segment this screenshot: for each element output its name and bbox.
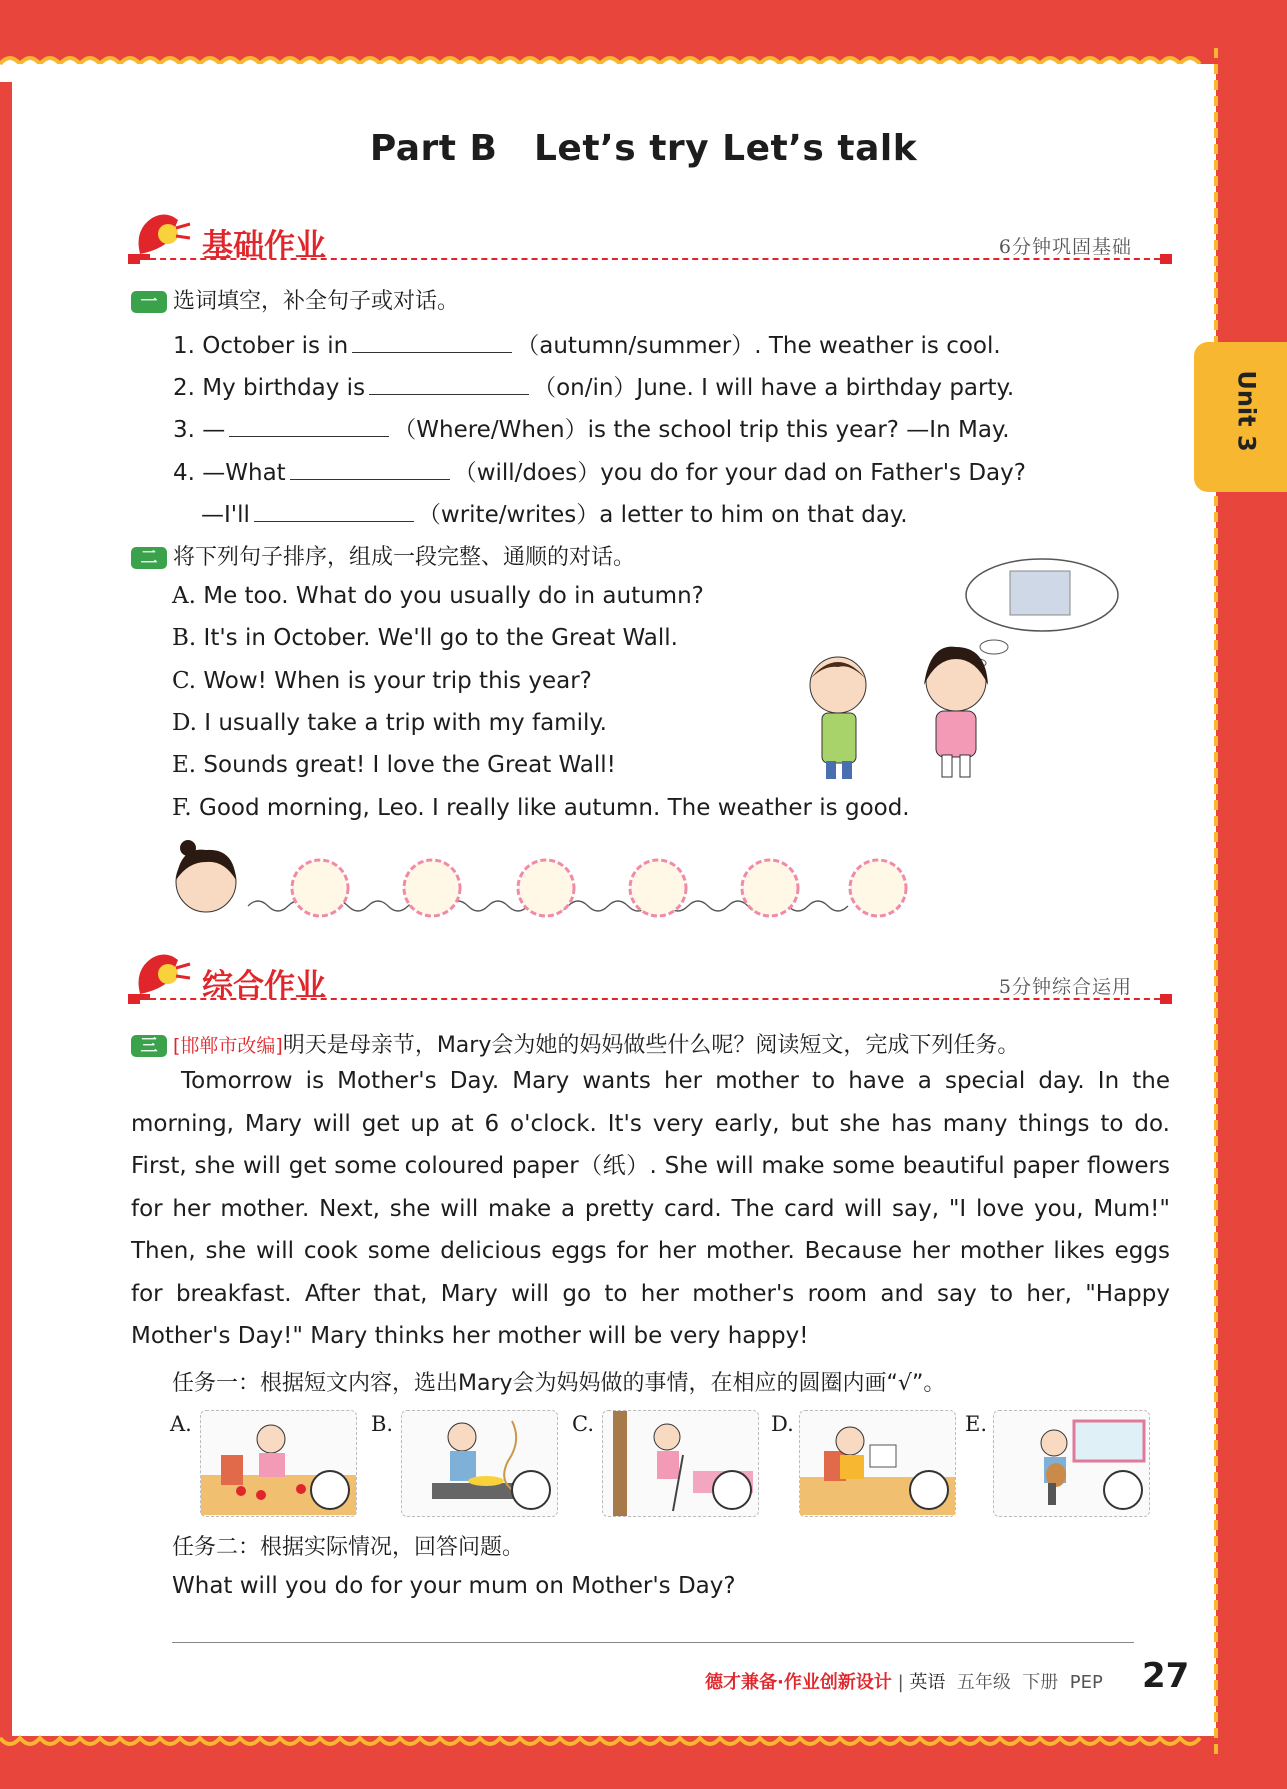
boy-figure	[810, 657, 866, 779]
choice-card-d[interactable]	[799, 1410, 956, 1517]
answer-bubble-3[interactable]	[518, 860, 574, 916]
q2-option-f	[172, 795, 910, 821]
option-letter: B.	[172, 625, 197, 651]
children-illustration	[800, 555, 1130, 785]
answer-blank[interactable]	[352, 332, 512, 353]
unit-tab	[1194, 342, 1287, 492]
answer-line[interactable]	[172, 1642, 1134, 1643]
answer-blank[interactable]	[369, 374, 529, 395]
question-2-title	[131, 540, 635, 571]
q2-option-b	[172, 625, 678, 651]
choice-letter: C.	[572, 1412, 594, 1436]
divider-end-right	[1160, 994, 1172, 1004]
choice-card-a[interactable]	[200, 1410, 357, 1517]
girl-figure	[924, 647, 988, 777]
choice-letter: D.	[771, 1412, 794, 1436]
section-divider	[130, 998, 1170, 1000]
option-letter: D.	[172, 710, 197, 736]
page-number: 27	[1142, 1656, 1190, 1696]
q1-item-4-reply	[201, 496, 908, 529]
q2-option-e	[172, 752, 616, 778]
q1-item-1	[173, 327, 1001, 360]
footer-volume: 下册	[1022, 1672, 1059, 1693]
question-3-title	[131, 1028, 1019, 1059]
q1-item-2	[173, 369, 1014, 402]
question-number-badge: 三	[131, 1035, 167, 1057]
q2-option-c	[172, 668, 592, 694]
option-text: It's in October. We'll go to the Great Wall.	[203, 625, 678, 651]
task-2-question: What will you do for your mum on Mother's Day?	[172, 1573, 736, 1599]
option-letter: A.	[172, 583, 196, 609]
footer-brand: 德才兼备·作业创新设计	[705, 1672, 892, 1693]
section-label: 综合作业	[202, 968, 326, 1004]
item-text: （will/does）you do for your dad on Father's Day?	[453, 460, 1026, 486]
decorative-border-right	[1202, 48, 1236, 1754]
option-text: Sounds great! I love the Great Wall!	[203, 752, 616, 778]
check-circle[interactable]	[712, 1470, 752, 1510]
item-text: （autumn/summer）. The weather is cool.	[516, 333, 1001, 359]
answer-bubble-6[interactable]	[850, 860, 906, 916]
option-text: Wow! When is your trip this year?	[203, 668, 592, 694]
answer-bubble-5[interactable]	[742, 860, 798, 916]
great-wall-picture	[1010, 571, 1070, 615]
option-text: Good morning, Leo. I really like autumn. The weather is good.	[199, 795, 910, 821]
q2-option-d	[172, 710, 607, 736]
check-circle[interactable]	[909, 1470, 949, 1510]
choice-letter: A.	[170, 1412, 192, 1436]
question-1-title	[131, 284, 459, 315]
item-text: 2. My birthday is	[173, 375, 366, 401]
footer-subject: 英语	[909, 1672, 946, 1693]
section-header-comprehensive	[130, 950, 1170, 1010]
answer-blank[interactable]	[254, 501, 414, 522]
section-divider	[130, 258, 1170, 260]
q2-option-a	[172, 583, 704, 609]
question-instruction: 明天是母亲节，Mary会为她的妈妈做些什么呢？阅读短文，完成下列任务。	[282, 1033, 1020, 1058]
decorative-border-bottom	[0, 1720, 1287, 1754]
option-text: I usually take a trip with my family.	[204, 710, 607, 736]
footer: 德才兼备·作业创新设计 | 英语 五年级 下册 PEP	[705, 1672, 1103, 1693]
check-circle[interactable]	[310, 1470, 350, 1510]
item-text: 1. October is in	[173, 333, 349, 359]
footer-grade: 五年级	[956, 1672, 1011, 1693]
item-text: 3. —	[173, 417, 226, 443]
unit-tab-label: Unit 3	[1232, 370, 1261, 452]
ordering-answer-row	[170, 836, 910, 926]
task-2-instruction: 任务二：根据实际情况，回答问题。	[172, 1535, 525, 1560]
girl-head-icon	[176, 840, 236, 912]
question-number-badge: 二	[131, 547, 167, 569]
page-title: Part B Let’s try Let’s talk	[369, 128, 918, 169]
item-text: （Where/When）is the school trip this year? —In May.	[393, 417, 1010, 443]
section-time: 5分钟综合运用	[998, 976, 1132, 998]
check-circle[interactable]	[511, 1470, 551, 1510]
section-time: 6分钟巩固基础	[998, 236, 1132, 258]
item-text: （write/writes）a letter to him on that day.	[417, 502, 908, 528]
choice-card-e[interactable]	[993, 1410, 1150, 1517]
section-label: 基础作业	[202, 228, 326, 264]
task-1-instruction: 任务一：根据短文内容，选出Mary会为妈妈做的事情，在相应的圆圈内画“√”。	[172, 1371, 946, 1396]
answer-bubble-4[interactable]	[630, 860, 686, 916]
divider-end-left	[128, 994, 140, 1004]
divider-end-right	[1160, 254, 1172, 264]
item-text: 4. —What	[173, 460, 286, 486]
option-text: Me too. What do you usually do in autumn?	[203, 583, 704, 609]
question-number-badge: 一	[131, 291, 167, 313]
answer-blank[interactable]	[290, 459, 450, 480]
section-header-basic	[130, 210, 1170, 270]
option-letter: E.	[172, 752, 197, 778]
q1-item-4	[173, 454, 1026, 487]
choice-letter: E.	[965, 1412, 988, 1436]
question-instruction: 将下列句子排序，组成一段完整、通顺的对话。	[173, 545, 636, 570]
choice-letter: B.	[371, 1412, 394, 1436]
option-letter: C.	[172, 668, 197, 694]
item-text: —I'll	[201, 502, 250, 528]
q1-item-3	[173, 411, 1010, 444]
item-text: （on/in）June. I will have a birthday party.	[533, 375, 1015, 401]
choice-card-c[interactable]	[602, 1410, 759, 1517]
answer-blank[interactable]	[229, 416, 389, 437]
choice-card-b[interactable]	[401, 1410, 558, 1517]
reading-passage: Tomorrow is Mother's Day. Mary wants her mother to have a special day. In the morning, Mary will get up at 6 o'clock. It's very early, but she has many things to do. First, she will get some coloured paper（纸）. She will make some beautiful paper flowers for her mother. Next, she will make a pretty card. The card will say, "I love you, Mum!" Then, she will cook some delicious eggs for her mother. Because her mother likes eggs for breakfast. After that, Mary will go to her mother's room and say to her, "Happy Mother's Day!" Mary thinks her mother will be very happy!	[131, 1068, 1170, 1349]
divider-end-left	[128, 254, 140, 264]
check-circle[interactable]	[1103, 1470, 1143, 1510]
question-source: [邯郸市改编]	[173, 1035, 283, 1057]
footer-edition: PEP	[1069, 1672, 1103, 1693]
option-letter: F.	[172, 795, 192, 821]
answer-bubble-2[interactable]	[404, 860, 460, 916]
question-instruction: 选词填空，补全句子或对话。	[173, 289, 460, 314]
answer-bubble-1[interactable]	[292, 860, 348, 916]
